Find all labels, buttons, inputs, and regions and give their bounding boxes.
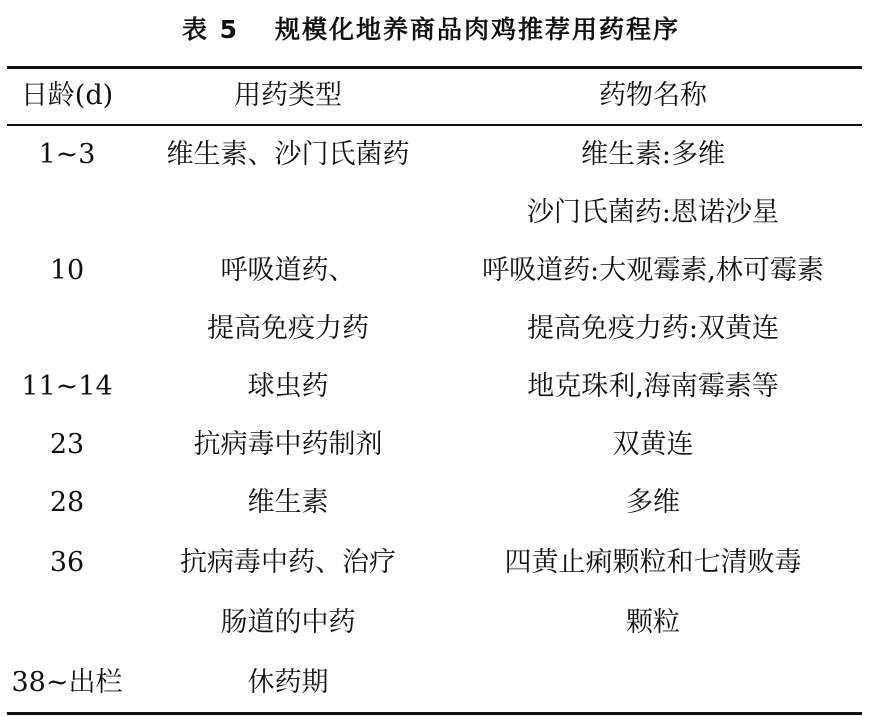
drug-type-cell bbox=[138, 186, 438, 240]
age-cell: 11~14 bbox=[21, 371, 113, 402]
drug-type-cell: 呼吸道药、 bbox=[220, 255, 356, 286]
drug-type-cell: 抗病毒中药制剂 bbox=[193, 429, 383, 460]
drug-name-cell: 维生素:多维 bbox=[580, 139, 726, 170]
drug-name-cell: 四黄止痢颗粒和七清败毒 bbox=[504, 547, 802, 578]
table-title bbox=[0, 10, 862, 46]
drug-name-cell: 多维 bbox=[626, 487, 680, 518]
drug-name-cell: 呼吸道药:大观霉素,林可霉素 bbox=[482, 255, 824, 286]
header-drug-name: 药物名称 bbox=[599, 80, 707, 111]
age-cell bbox=[8, 596, 126, 650]
drug-name-cell: 提高免疫力药:双黄连 bbox=[526, 313, 780, 344]
table-number: 表 5 bbox=[181, 15, 240, 44]
drug-type-cell: 肠道的中药 bbox=[220, 607, 356, 638]
header-age: 日龄(d) bbox=[20, 80, 114, 111]
drug-type-cell: 维生素 bbox=[247, 487, 329, 518]
age-cell: 10 bbox=[49, 255, 85, 286]
drug-type-cell: 提高免疫力药 bbox=[207, 313, 369, 344]
drug-type-cell: 球虫药 bbox=[247, 371, 329, 402]
age-cell: 36 bbox=[49, 547, 85, 578]
header-drug-type: 用药类型 bbox=[234, 80, 342, 111]
drug-name-cell: 颗粒 bbox=[626, 607, 680, 638]
age-cell bbox=[8, 186, 126, 240]
drug-type-cell: 抗病毒中药、治疗 bbox=[180, 547, 396, 578]
drug-name-cell: 沙门氏菌药:恩诺沙星 bbox=[526, 197, 780, 228]
age-cell: 28 bbox=[49, 487, 85, 518]
table-caption: 规模化地养商品肉鸡推荐用药程序 bbox=[275, 15, 681, 44]
header-rule bbox=[7, 124, 862, 126]
age-cell: 1~3 bbox=[38, 139, 96, 170]
drug-name-cell bbox=[444, 656, 862, 710]
bottom-rule bbox=[7, 712, 862, 715]
drug-name-cell: 地克珠利,海南霉素等 bbox=[527, 371, 779, 402]
drug-type-cell: 维生素、沙门氏菌药 bbox=[166, 139, 410, 170]
age-cell: 38~出栏 bbox=[11, 667, 123, 698]
drug-name-cell: 双黄连 bbox=[612, 429, 694, 460]
drug-type-cell: 休药期 bbox=[247, 667, 329, 698]
age-cell: 23 bbox=[49, 429, 85, 460]
age-cell bbox=[8, 302, 126, 356]
